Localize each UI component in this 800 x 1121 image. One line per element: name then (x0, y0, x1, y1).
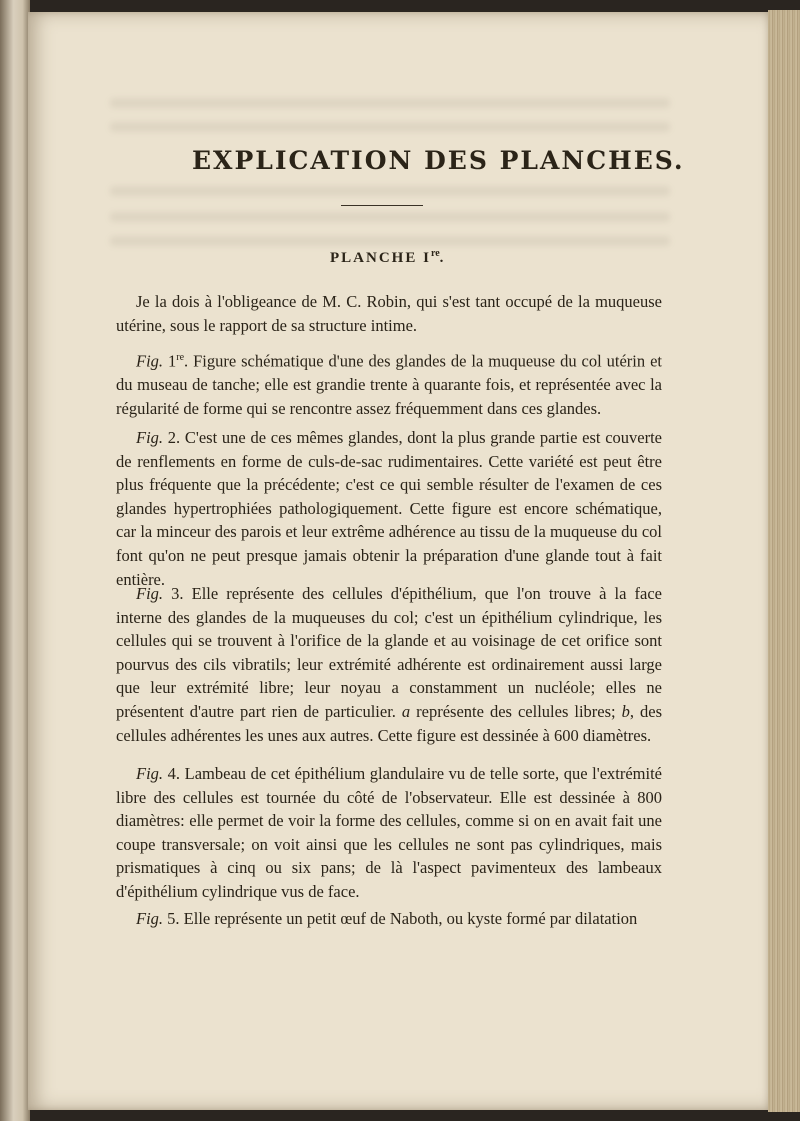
show-through (110, 186, 670, 196)
title-rule (341, 205, 423, 206)
intro-paragraph: Je la dois à l'obligeance de M. C. Robin, qui s'est tant occupé de la muqueuse utérine, sous le rapport de sa structure intime. (116, 292, 662, 335)
figure-label: Fig. (136, 909, 164, 928)
figure-4-paragraph: Fig. 4. Lambeau de cet épithélium glandulaire vu de telle sorte, que l'extrémité libre des cellules est tournée du côté de l'observateur. Elle est dessinée à 800 diamètres: elle permet de voir la forme des cellules, comme si on en avait fait une coupe transversale; on voit ainsi que les cellules ne sont pas cylindriques, mais prismatiques à cinq ou six pans; de là l'aspect pavimenteux des lambeaux d'épithélium cylindrique vus de face. (116, 764, 662, 901)
figure-label: Fig. (136, 584, 164, 603)
figure-label: Fig. (136, 764, 164, 783)
plate-heading: PLANCHE Ire. (330, 248, 446, 266)
show-through (110, 212, 670, 222)
show-through (110, 98, 670, 108)
figure-label: Fig. (136, 428, 164, 447)
left-page-edge (0, 0, 30, 1121)
show-through (110, 236, 670, 246)
figure-label: Fig. (136, 351, 164, 371)
figure-5-paragraph: Fig. 5. Elle représente un petit œuf de Naboth, ou kyste formé par dilatation (136, 909, 638, 928)
figure-1-paragraph: Fig. 1re. Figure schématique d'une des glandes de la muqueuse du col utérin et du museau de tanche; elle est grandie trente à quarante fois, et représentée avec la régularité de forme qui se rencontre assez fréquemment dans ces glandes. (116, 351, 662, 418)
page-title: EXPLICATION DES PLANCHES. (192, 146, 685, 175)
figure-2-paragraph: Fig. 2. C'est une de ces mêmes glandes, dont la plus grande partie est couverte de renflements en forme de culs-de-sac rudimentaires. Cette variété est peut être plus fréquente que la précédente; c'est ce qui semble résulter de l'examen de ces glandes hypertrophiées pathologiquement. Cette figure est encore schématique, car la minceur des parois et leur extrême adhérence au tissu de la muqueuse du col font qu'on ne peut presque jamais obtenir la préparation d'une glande tout à fait entière. (116, 428, 662, 589)
figure-3-paragraph: Fig. 3. Elle représente des cellules d'épithélium, que l'on trouve à la face interne des glandes de la muqueuses du col; c'est un épithélium cylindrique, les cellules qui se trouvent à l'orifice de la glande et au voisinage de cet orifice sont pourvus des cils vibratils; leur extrémité adhérente est ordinairement aussi large que leur extrémité libre; leur noyau a constamment un nucléole; elles ne présentent d'autre part rien de particulier. a représente des cellules libres; b, des cellules adhérentes les unes aux autres. Cette figure est dessinée à 600 diamètres. (116, 584, 662, 745)
show-through (110, 122, 670, 132)
page-stack-edge (768, 10, 800, 1112)
